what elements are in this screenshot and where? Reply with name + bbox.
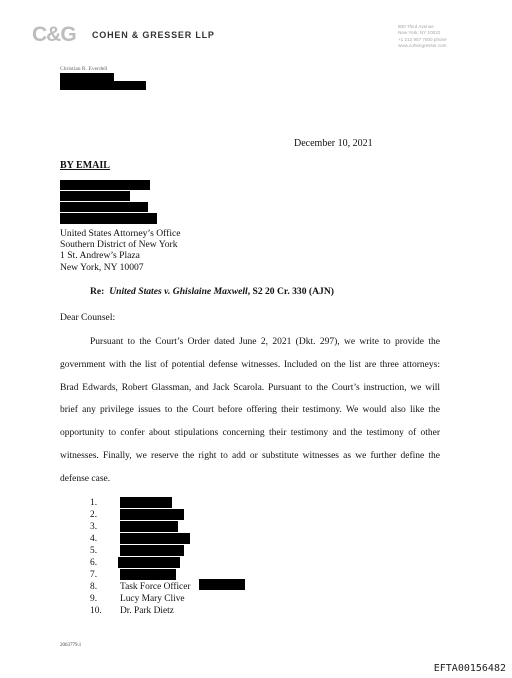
redaction-box bbox=[60, 202, 148, 212]
redaction-box bbox=[120, 509, 184, 520]
redaction-box bbox=[60, 213, 157, 224]
firm-name: COHEN & GRESSER LLP bbox=[92, 30, 215, 40]
witness-number: 3. bbox=[90, 522, 98, 533]
witness-number: 5. bbox=[90, 546, 98, 557]
witness-number: 7. bbox=[90, 570, 98, 581]
case-name: United States v. Ghislaine Maxwell bbox=[109, 286, 248, 297]
witness-number: 10. bbox=[90, 606, 102, 617]
witness-item bbox=[90, 593, 191, 605]
author-name: Christian R. Everdell bbox=[60, 66, 108, 72]
witness-item bbox=[90, 581, 191, 593]
witness-name: Dr. Park Dietz bbox=[120, 606, 174, 617]
addressee-line: United States Attorney’s Office bbox=[60, 228, 181, 239]
salutation: Dear Counsel: bbox=[60, 312, 116, 323]
addressee-line: New York, NY 10007 bbox=[60, 261, 144, 273]
document-code: 2063779.1 bbox=[60, 643, 82, 648]
letter-date: December 10, 2021 bbox=[294, 138, 373, 149]
redaction-box bbox=[118, 557, 180, 568]
redaction-box bbox=[60, 191, 130, 201]
addressee-line: Southern District of New York bbox=[60, 239, 178, 251]
docket-number: , S2 20 Cr. 330 (AJN) bbox=[247, 286, 334, 297]
letter-body: Pursuant to the Court’s Order dated June 2, 2021 (Dkt. 297), we write to provide the government with the list of potential defense witnesses. Included on the list are three attorneys: Brad Edwards, Robert Glassman, and Jack Scarola. Pursuant to the Court’s instruction, we will brief any privilege issues to the Court before offering their testimony. We would also like the opportunity to confer about stipulations concerning their testimony and the testimony of other witnesses. Finally, we reserve the right to add or substitute witnesses as we further define the defense case. bbox=[60, 337, 440, 484]
firm-address bbox=[398, 24, 488, 49]
witness-number: 9. bbox=[90, 594, 98, 605]
witness-number: 4. bbox=[90, 534, 98, 545]
re-prefix: Re: bbox=[90, 286, 105, 297]
address-line: www.cohengresser.com bbox=[398, 42, 447, 48]
bates-number: EFTA00156482 bbox=[433, 663, 506, 674]
addressee-line: 1 St. Andrew’s Plaza bbox=[60, 250, 140, 262]
witness-number: 8. bbox=[90, 582, 98, 593]
witness-number: 6. bbox=[90, 558, 98, 569]
redaction-box bbox=[120, 521, 178, 532]
re-line bbox=[90, 286, 334, 297]
witness-item bbox=[90, 605, 191, 617]
witness-number: 1. bbox=[90, 498, 98, 508]
witness-number: 2. bbox=[90, 510, 98, 521]
redaction-box bbox=[60, 81, 146, 90]
delivery-method: BY EMAIL bbox=[60, 160, 110, 171]
redaction-box bbox=[60, 180, 150, 190]
redaction-box bbox=[199, 579, 245, 590]
redaction-box bbox=[120, 545, 184, 556]
redaction-box bbox=[120, 569, 176, 580]
witness-name: Task Force Officer bbox=[120, 582, 191, 593]
redaction-box bbox=[120, 533, 190, 544]
redaction-box bbox=[120, 497, 172, 508]
address-line: +1 212 957 7600 phone bbox=[398, 36, 447, 42]
witness-name: Lucy Mary Clive bbox=[120, 594, 185, 605]
address-line: 800 Third Avenue bbox=[398, 24, 434, 29]
address-line: New York, NY 10022 bbox=[398, 30, 441, 36]
addressee-block bbox=[60, 228, 181, 273]
firm-logo: C&G bbox=[32, 23, 76, 46]
